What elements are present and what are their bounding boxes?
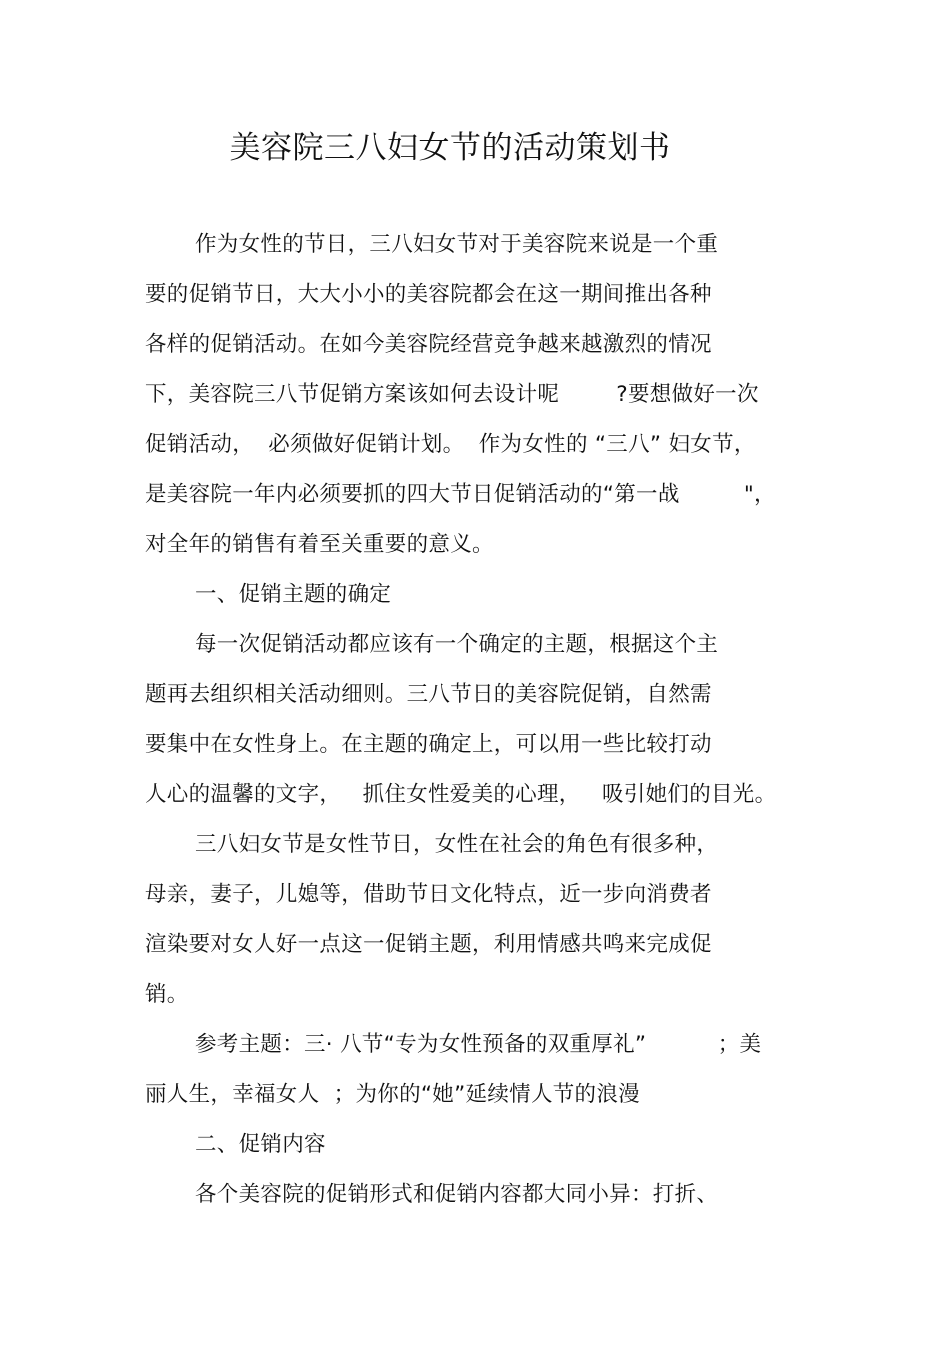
- text-line: 母亲，妻子，儿媳等，借助节日文化特点，近一步向消费者: [145, 882, 712, 907]
- document-title: 美容院三八妇女节的活动策划书: [229, 130, 671, 166]
- text-line: 题再去组织相关活动细则。三八节日的美容院促销，自然需: [145, 682, 712, 707]
- text-line: 各样的促销活动。在如今美容院经营竞争越来越激烈的情况: [145, 332, 712, 357]
- text-line: 要集中在女性身上。在主题的确定上，可以用一些比较打动: [145, 732, 712, 757]
- text-line: 作为女性的节日，三八妇女节对于美容院来说是一个重: [195, 232, 719, 257]
- text-line: 一、促销主题的确定: [195, 582, 392, 607]
- text-line: 各个美容院的促销形式和促销内容都大同小异：打折、: [195, 1182, 719, 1207]
- text-line: 要的促销节日，大大小小的美容院都会在这一期间推出各种: [145, 282, 712, 307]
- text-line: 下，美容院三八节促销方案该如何去设计呢 ?要想做好一次: [145, 382, 759, 407]
- text-line: 人心的温馨的文字， 抓住女性爱美的心理， 吸引她们的目光。: [145, 782, 777, 807]
- text-line: 渲染要对女人好一点这一促销主题，利用情感共鸣来完成促: [145, 932, 712, 957]
- text-line: 三八妇女节是女性节日，女性在社会的角色有很多种，: [195, 832, 719, 857]
- text-line: 销。: [145, 982, 189, 1007]
- text-line: 每一次促销活动都应该有一个确定的主题，根据这个主: [195, 632, 719, 657]
- text-line: 参考主题：三· 八节“专为女性预备的双重厚礼” ；美: [195, 1032, 762, 1057]
- text-line: 对全年的销售有着至关重要的意义。: [145, 532, 494, 557]
- text-line: 是美容院一年内必须要抓的四大节日促销活动的“第一战 "，: [145, 482, 776, 507]
- text-line: 二、促销内容: [195, 1132, 326, 1157]
- document-body: [145, 220, 845, 1220]
- text-line: 丽人生，幸福女人 ；为你的“她”延续情人节的浪漫: [145, 1082, 640, 1107]
- text-line: 促销活动， 必须做好促销计划。 作为女性的 “三八” 妇女节，: [145, 432, 756, 457]
